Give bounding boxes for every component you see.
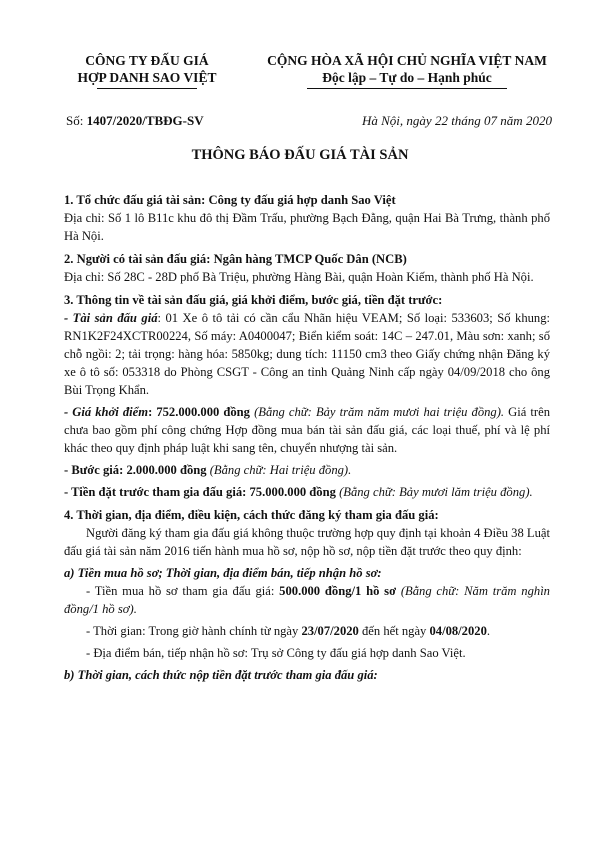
deposit-label: - Tiền đặt trước tham gia đấu giá: 75.000.000 đồng	[64, 485, 336, 499]
section-1-address: Địa chỉ: Số 1 lô B11c khu đô thị Đầm Trấu, phường Bạch Đằng, quận Hai Bà Trưng, thành phố Hà Nội.	[64, 211, 550, 243]
section-3-heading: 3. Thông tin về tài sản đấu giá, giá khởi điểm, bước giá, tiền đặt trước:	[64, 293, 443, 307]
section-4-heading: 4. Thời gian, địa điểm, điều kiện, cách thức đăng ký tham gia đấu giá:	[64, 508, 439, 522]
asset-paragraph	[64, 309, 550, 399]
org-underline	[97, 88, 197, 89]
time-end: .	[486, 624, 491, 638]
country-name: CỘNG HÒA XÃ HỘI CHỦ NGHĨA VIỆT NAM	[267, 53, 547, 68]
asset-text: : 01 Xe ô tô tải có cần cẩu Nhãn hiệu VEAM; Số loại: 533603; Số khung: RN1K2F24XCTR00224, Số máy: A0400047; Biển kiểm soát: 14C – 247.01, Màu sơn: xanh; số chỗ ngồi: 2; tải trọng: hàng hóa: 5850kg; dung tích: 11150 cm3 theo Giấy chứng nhận Đăng ký xe ô tô số: 053318 do Phòng CSGT - Công an tỉnh Quảng Ninh cấp ngày 04/09/2018 cho ông Bùi Trọng Khẩn.	[64, 311, 551, 397]
fee-prefix: - Tiền mua hồ sơ tham gia đấu giá:	[86, 584, 280, 598]
national-motto: Độc lập – Tự do – Hạnh phúc	[322, 70, 492, 85]
fee-paragraph	[64, 582, 550, 618]
fee-words: (Bằng chữ: Năm trăm nghìn đồng/1 hồ sơ).	[64, 584, 550, 616]
deposit-paragraph	[64, 483, 550, 501]
document-body	[64, 186, 550, 684]
subsection-b-heading: b) Thời gian, cách thức nộp tiền đặt trước tham gia đấu giá:	[64, 668, 378, 682]
place-paragraph: - Địa điểm bán, tiếp nhận hồ sơ: Trụ sở Công ty đấu giá hợp danh Sao Việt.	[86, 646, 466, 660]
time-prefix: - Thời gian: Trong giờ hành chính từ ngày	[86, 624, 302, 638]
step-words: (Bằng chữ: Hai triệu đồng).	[206, 463, 352, 477]
org-name-line1: CÔNG TY ĐẤU GIÁ	[85, 53, 209, 68]
section-2-heading: 2. Người có tài sản đấu giá: Ngân hàng TMCP Quốc Dân (NCB)	[64, 252, 407, 266]
organization-header	[58, 52, 236, 89]
time-middle: đến hết ngày	[358, 624, 430, 638]
national-header	[252, 52, 562, 89]
price-label: - Giá khởi điểm	[64, 405, 149, 419]
time-to: 04/08/2020	[429, 624, 487, 638]
document-number	[66, 113, 204, 129]
org-name-line2: HỢP DANH SAO VIỆT	[77, 70, 217, 85]
price-note: Giá trên chưa bao gồm phí công chứng Hợp đồng mua bán tài sản đấu giá, các loại thuế, phí và lệ phí khác theo quy định pháp luật khi sang tên, chuyển nhượng tài sản.	[64, 405, 550, 455]
price-value: : 752.000.000 đồng	[148, 405, 250, 419]
number-value: 1407/2020/TBĐG-SV	[86, 113, 204, 128]
document-date: Hà Nội, ngày 22 tháng 07 năm 2020	[362, 113, 552, 128]
document-title: THÔNG BÁO ĐẤU GIÁ TÀI SẢN	[191, 147, 409, 163]
step-paragraph	[64, 461, 550, 479]
asset-label: - Tài sản đấu giá	[64, 311, 158, 325]
step-label: - Bước giá: 2.000.000 đồng	[64, 463, 207, 477]
section-2-address: Địa chỉ: Số 28C - 28D phố Bà Triệu, phường Hàng Bài, quận Hoàn Kiếm, thành phố Hà Nội.	[64, 270, 534, 284]
section-4-intro: Người đăng ký tham gia đấu giá không thuộc trường hợp quy định tại khoản 4 Điều 38 Luật đấu giá tài sản năm 2016 tiến hành mua hồ sơ, nộp hồ sơ, nộp tiền đặt trước theo quy định:	[64, 526, 550, 558]
section-1-heading: 1. Tổ chức đấu giá tài sản: Công ty đấu giá hợp danh Sao Việt	[64, 193, 396, 207]
subsection-a-heading: a) Tiền mua hồ sơ; Thời gian, địa điểm bán, tiếp nhận hồ sơ:	[64, 566, 382, 580]
deposit-words: (Bằng chữ: Bảy mươi lăm triệu đồng).	[335, 485, 533, 499]
time-paragraph	[64, 622, 550, 640]
price-words: (Bằng chữ: Bảy trăm năm mươi hai triệu đồng).	[249, 405, 505, 419]
number-label: Số:	[66, 113, 87, 128]
fee-value: 500.000 đồng/1 hồ sơ	[279, 584, 397, 598]
time-from: 23/07/2020	[301, 624, 359, 638]
motto-underline	[307, 88, 507, 89]
price-paragraph	[64, 403, 550, 457]
